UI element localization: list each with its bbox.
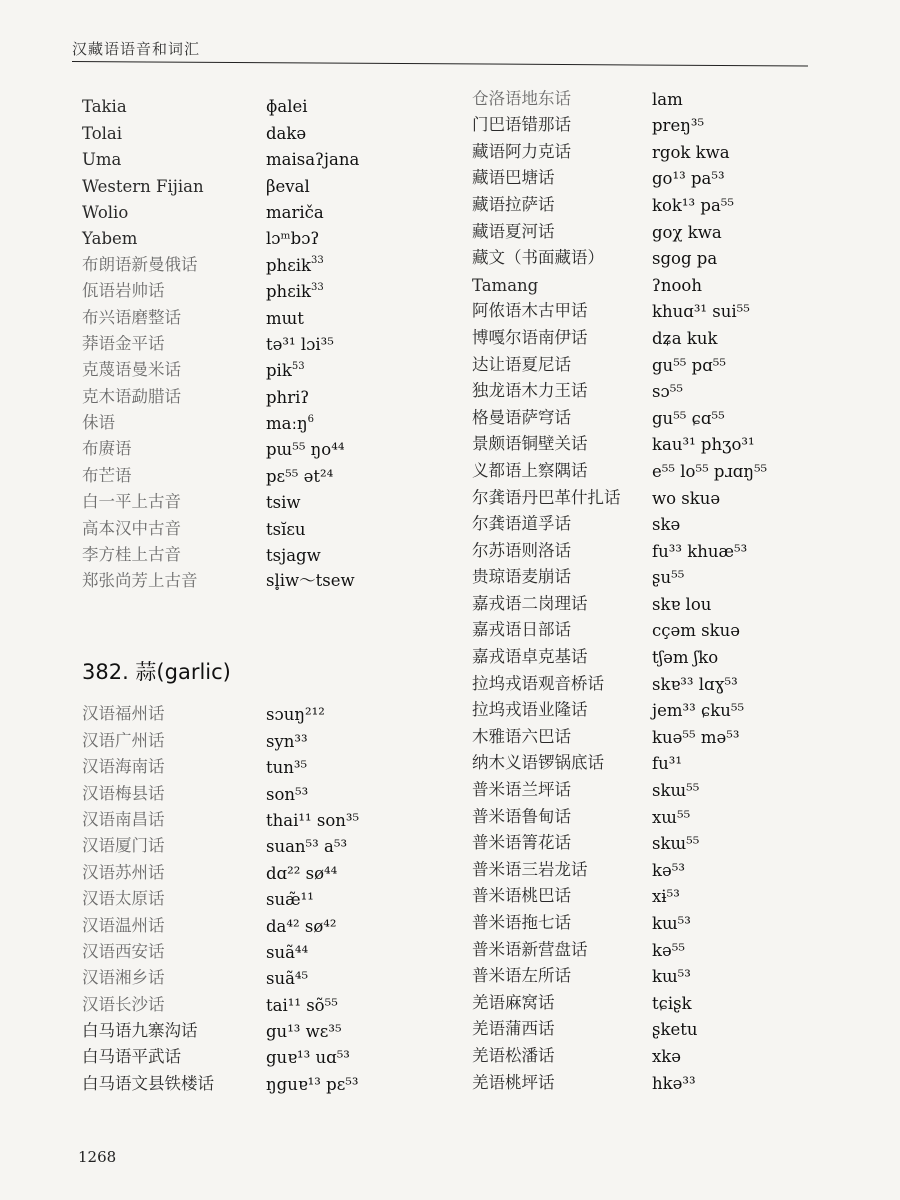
phonetic-form-text: kok¹³ pa⁵⁵ [652,195,735,215]
dialect-name: 尔苏语则洛话 [472,540,571,560]
phonetic-form-text: fu³³ khuæ⁵³ [652,541,748,561]
phonetic-form [652,754,682,773]
phonetic-form-text: lɔᵐbɔʔ [266,229,320,249]
dialect-name: 羌语麻窝话 [472,992,555,1012]
entry-row [82,830,442,856]
dialect-name: 克蔑语曼米话 [82,360,181,380]
entry-row [82,1015,442,1041]
dialect-name: 普米语三岩龙话 [472,859,588,879]
phonetic-form-text: hkə³³ [652,1073,696,1093]
dialect-name: 木雅语六巴话 [472,726,571,746]
dialect-name: 汉语湘乡话 [82,968,165,988]
phonetic-form-text: tsjagw [266,546,321,566]
entry-row [82,777,442,803]
phonetic-form [652,808,690,827]
phonetic-form-text: kɯ⁵³ [652,914,691,933]
entry-row [82,196,442,222]
phonetic-form [652,648,718,667]
dialect-name: 仓洛语地东话 [472,88,571,108]
dialect-name: 汉语福州话 [82,704,165,724]
phonetic-form [652,967,691,986]
tone-number: 33 [311,281,324,293]
phonetic-form [266,890,314,909]
entry-row [82,512,442,538]
phonetic-form-text: sgog pa [652,249,718,269]
dialect-name: 羌语蒲西话 [472,1019,555,1039]
phonetic-form-text: goχ kwa [652,222,722,242]
phonetic-form-text: preŋ³⁵ [652,116,705,136]
phonetic-form [652,728,740,747]
phonetic-form [266,758,307,777]
dialect-name: 佤语岩帅话 [82,281,165,301]
dialect-name: 白马语九寨沟话 [82,1021,198,1041]
phonetic-form-text: syn³³ [266,731,308,751]
dialect-name: 布芒语 [82,465,132,485]
phonetic-form [266,124,306,143]
dialect-name: 藏语阿力克话 [472,141,571,161]
phonetic-form [266,943,308,962]
dialect-name: 拉坞戎语业隆话 [472,700,588,720]
entry-row [82,380,442,406]
phonetic-form [266,1022,342,1041]
phonetic-form [266,1075,358,1094]
phonetic-form [652,382,683,401]
phonetic-form-text: gu⁵⁵ ɕɑ⁵⁵ [652,408,725,428]
dialect-name: Wolio [82,202,129,222]
phonetic-form [652,568,684,587]
phonetic-form-text: dɑ²² sø⁴⁴ [266,863,338,883]
phonetic-form [652,489,720,508]
phonetic-form [266,996,338,1015]
phonetic-form-text: maːŋ [266,414,308,434]
dialect-name: 布赓语 [82,439,132,459]
entry-row [472,614,872,641]
phonetic-form [266,256,324,275]
phonetic-form-text: suã⁴⁵ [266,969,309,989]
phonetic-form [266,546,321,565]
phonetic-form-text: guɐ¹³ uɑ⁵³ [266,1048,350,1068]
dialect-name: 藏语拉萨话 [472,194,555,214]
phonetic-form-text: phriʔ [266,387,310,407]
entry-row [82,143,442,169]
phonetic-form-text: tsĭɛu [266,519,306,539]
dialect-name: 佅语 [82,413,115,433]
dialect-name: 汉语南昌话 [82,809,165,829]
phonetic-form [652,914,691,933]
phonetic-form-text: tə³¹ lɔi³⁵ [266,334,334,354]
entry-row [472,375,872,402]
dialect-name: 独龙语木力王话 [472,381,588,401]
dialect-name: 普米语箐花话 [472,833,571,853]
phonetic-form-text: ʂketu [652,1020,698,1040]
phonetic-form-text: sɔuŋ²¹² [266,705,325,725]
phonetic-form-text: kə⁵⁵ [652,940,685,960]
phonetic-form [652,435,755,454]
phonetic-form-text: thai¹¹ son³⁵ [266,810,360,830]
phonetic-form [652,409,725,428]
phonetic-form [652,143,730,162]
dialect-name: 达让语夏尼话 [472,354,571,374]
phonetic-form-text: suæ̃¹¹ [266,890,314,910]
phonetic-form-text: skɐ³³ lɑɣ⁵³ [652,674,738,694]
phonetic-form-text: kɯ⁵³ [652,967,691,987]
dialect-name: 克木语勐腊话 [82,386,181,406]
phonetic-form [652,595,711,614]
phonetic-form [266,203,324,222]
dialect-name: 普米语拖七话 [472,913,571,932]
phonetic-form-text: kau³¹ phʒo³¹ [652,435,755,455]
phonetic-form-text: fu³¹ [652,754,682,774]
entry-row [472,1013,872,1040]
phonetic-form [266,150,359,169]
dialect-name: 郑张尚芳上古音 [82,571,198,591]
phonetic-form [652,329,718,348]
entry-row [472,906,872,933]
entry-row [82,1041,442,1067]
dialect-name: 汉语温州话 [82,915,165,935]
entry-row [82,962,442,988]
phonetic-form [266,493,301,512]
phonetic-form-text: xkə [652,1046,682,1066]
dialect-name: 白马语文县铁楼话 [82,1073,214,1093]
phonetic-form-text: xɨ⁵³ [652,887,680,907]
phonetic-form [266,440,344,459]
entry-row [82,222,442,248]
entry-row [82,486,442,512]
phonetic-form-text: lam [652,89,683,109]
phonetic-form [652,994,692,1013]
phonetic-form-text: jem³³ ɕku⁵⁵ [652,701,745,721]
phonetic-form [652,302,750,321]
phonetic-form [652,249,717,268]
phonetic-form [266,837,347,856]
entry-row [82,90,442,116]
phonetic-form-text: xɯ⁵⁵ [652,807,691,827]
entry-row [82,407,442,433]
entry-row [472,534,872,561]
phonetic-form [266,414,314,433]
left-column-garlic-list [82,698,442,1094]
phonetic-form [266,97,308,116]
entry-row [472,268,872,295]
header-rule [72,61,808,66]
phonetic-form [652,861,685,880]
phonetic-form-text: skɯ⁵⁵ [652,781,700,801]
entry-row [472,773,872,800]
phonetic-form [266,811,359,830]
entry-row [472,401,872,428]
dialect-name: Tamang [472,275,539,295]
entry-row [82,856,442,882]
entry-row [472,640,872,667]
dialect-name: 纳木义语锣锅底话 [472,753,604,773]
right-column-garlic-list [472,82,872,1093]
dialect-name: 拉坞戎语观音桥话 [472,673,604,693]
dialect-name: 门巴语错那话 [472,115,571,135]
entry-row [472,295,872,322]
entry-row [82,328,442,354]
phonetic-form [652,1047,681,1066]
entry-row [82,539,442,565]
entry-row [82,751,442,777]
dialect-name: 嘉戎语日部话 [472,620,571,640]
entry-row [82,248,442,274]
entry-row [472,960,872,987]
dialect-name: 布朗语新曼俄话 [82,254,198,274]
dialect-name: Uma [82,150,122,170]
entry-row [82,724,442,750]
phonetic-form [652,196,734,215]
tone-number: 6 [307,413,315,425]
phonetic-form [652,1020,698,1039]
entry-row [82,936,442,962]
dialect-name: 格曼语萨穹话 [472,407,571,427]
phonetic-form [266,917,337,936]
phonetic-form-text: sl̥iw～tsew [266,571,355,591]
dialect-name: 贵琼语麦崩话 [472,567,571,587]
entry-row [472,747,872,774]
phonetic-form [266,567,355,591]
tone-number: 53 [291,360,305,372]
dialect-name: Tolai [82,123,123,143]
entry-row [82,301,442,327]
dialect-name: 普米语左所话 [472,966,571,986]
phonetic-form-text: skɐ lou [652,594,712,614]
phonetic-form [266,282,324,301]
entry-row [472,800,872,827]
phonetic-form-text: ʂu⁵⁵ [652,568,685,588]
phonetic-form [266,229,319,248]
entry-row [472,827,872,854]
phonetic-form [652,169,725,188]
phonetic-form-text: pɯ⁵⁵ ŋo⁴⁴ [266,440,345,460]
phonetic-form-text: βeval [266,176,310,196]
section-title: 382. 蒜(garlic) [82,660,231,684]
phonetic-form-text: mariča [266,202,324,222]
dialect-name: 汉语苏州话 [82,862,165,882]
phonetic-form-text: tun³⁵ [266,758,308,778]
entry-row [472,242,872,269]
dialect-name: 博嘎尔语南伊话 [472,327,588,347]
phonetic-form [266,388,309,407]
entry-row [82,116,442,142]
entry-row [472,321,872,348]
dialect-name: 阿侬语木古甲话 [472,301,588,321]
phonetic-form-text: tʃəm ʃko [652,648,719,668]
phonetic-form [266,309,304,328]
dialect-name: 白马语平武话 [82,1047,181,1067]
phonetic-form-text: dʑa kuk [652,328,718,348]
entry-row [472,587,872,614]
dialect-name: 李方桂上古音 [82,545,181,565]
phonetic-form-text: skə [652,515,681,535]
phonetic-form-text: e⁵⁵ lo⁵⁵ pɹɑŋ⁵⁵ [652,461,768,481]
dialect-name: 汉语西安话 [82,941,165,961]
phonetic-form [652,276,702,295]
phonetic-form [652,462,767,481]
entry-row [472,82,872,109]
dialect-name: 嘉戎语二岗理话 [472,593,588,613]
entry-row [472,215,872,242]
phonetic-form [266,335,334,354]
phonetic-form [266,520,306,539]
dialect-name: 藏语夏河话 [472,221,555,241]
entry-row [82,698,442,724]
phonetic-form [266,1048,350,1067]
phonetic-form [652,90,683,109]
entry-row [472,188,872,215]
dialect-name: 义都语上察隅话 [472,460,588,480]
phonetic-form-text: da⁴² sø⁴² [266,916,337,936]
entry-row [472,1039,872,1066]
dialect-name: 汉语海南话 [82,757,165,777]
dialect-name: 汉语厦门话 [82,836,165,856]
dialect-name: 普米语桃巴话 [472,886,571,906]
entry-row [472,561,872,588]
entry-row [82,169,442,195]
dialect-name: 汉语广州话 [82,730,165,750]
phonetic-form [652,116,704,135]
phonetic-form-text: khuɑ³¹ sui⁵⁵ [652,302,750,322]
phonetic-form-text: suan⁵³ a⁵³ [266,837,348,857]
entry-row [82,1067,442,1093]
phonetic-form [266,361,305,380]
dialect-name: 藏文（书面藏语） [472,248,604,268]
phonetic-form-text: maisaʔjana [266,150,360,170]
entry-row [472,135,872,162]
dialect-name: 尔龚语道孚话 [472,514,571,534]
dialect-name: 尔龚语丹巴革什扎话 [472,487,621,507]
phonetic-form-text: tsiw [266,493,301,513]
phonetic-form-text: sɔ⁵⁵ [652,382,683,402]
phonetic-form [266,785,308,804]
phonetic-form-text: ɸalei [266,97,308,117]
dialect-name: 高本汉中古音 [82,518,181,538]
phonetic-form-text: rgok kwa [652,142,730,162]
entry-row [82,275,442,301]
entry-row [472,720,872,747]
phonetic-form-text: son⁵³ [266,784,309,804]
phonetic-form-text: mɯt [266,308,304,328]
phonetic-form [266,467,333,486]
phonetic-form-text: skɯ⁵⁵ [652,834,700,854]
phonetic-form [652,515,680,534]
entry-row [472,853,872,880]
phonetic-form [266,705,325,724]
entry-row [472,986,872,1013]
phonetic-form-text: suã⁴⁴ [266,942,309,962]
entry-row [472,508,872,535]
dialect-name: Western Fijian [82,176,204,196]
phonetic-form [652,701,744,720]
page-number: 1268 [78,1148,117,1166]
phonetic-form [652,887,680,906]
entry-row [472,454,872,481]
entry-row [472,348,872,375]
phonetic-form [266,969,308,988]
phonetic-form-text: phɛik [266,255,312,275]
dialect-name: 普米语兰坪话 [472,780,571,800]
phonetic-form-text: phɛik [266,282,312,302]
entry-row [472,880,872,907]
dialect-name: 普米语新营盘话 [472,939,588,959]
phonetic-form [652,356,726,375]
phonetic-form-text: pɛ⁵⁵ ət²⁴ [266,466,334,486]
phonetic-form [652,542,747,561]
dialect-name: 景颇语铜壁关话 [472,434,588,454]
running-header: 汉藏语语音和词汇 [72,40,201,58]
phonetic-form-text: tai¹¹ sõ⁵⁵ [266,995,338,1015]
entry-row [82,883,442,909]
phonetic-form-text: pik [266,361,292,381]
entry-row [82,354,442,380]
phonetic-form-text: wo skuə [652,488,721,508]
dialect-name: 汉语梅县话 [82,783,165,803]
dialect-name: 羌语桃坪话 [472,1072,555,1092]
phonetic-form-text: ŋguɐ¹³ pɛ⁵³ [266,1074,359,1094]
dialect-name: Yabem [82,229,138,249]
phonetic-form [652,621,740,640]
dialect-name: 白一平上古音 [82,492,181,512]
phonetic-form-text: tɕiʂk [652,993,692,1013]
dialect-name: 普米语鲁甸话 [472,806,571,826]
phonetic-form-text: cçəm skuə [652,621,740,641]
entry-row [472,428,872,455]
entry-row [472,481,872,508]
entry-row [82,988,442,1014]
entry-row [472,109,872,136]
phonetic-form-text: ʔnooh [652,275,702,295]
dialect-name: 羌语松潘话 [472,1045,555,1065]
dialect-name: 汉语太原话 [82,889,165,909]
entry-row [472,162,872,189]
left-column-top-list [82,90,442,591]
entry-row [472,667,872,694]
entry-row [82,804,442,830]
entry-row [472,1066,872,1093]
phonetic-form-text: dakə [266,123,307,143]
dialect-name: 汉语长沙话 [82,994,165,1014]
phonetic-form [652,223,722,242]
dialect-name: Takia [82,97,127,117]
entry-row [82,909,442,935]
entry-row [82,459,442,485]
entry-row [472,933,872,960]
phonetic-form [266,864,337,883]
phonetic-form-text: gu⁵⁵ pɑ⁵⁵ [652,355,727,375]
phonetic-form [652,781,699,800]
dialect-name: 藏语巴塘话 [472,168,555,188]
phonetic-form [652,1074,696,1093]
entry-row [472,694,872,721]
phonetic-form [266,177,310,196]
dialect-name: 嘉戎语卓克基话 [472,647,588,667]
phonetic-form [652,675,738,694]
phonetic-form [266,732,308,751]
phonetic-form-text: gu¹³ wɛ³⁵ [266,1022,342,1042]
entry-row [82,433,442,459]
phonetic-form [652,941,685,960]
phonetic-form-text: kə⁵³ [652,860,685,880]
phonetic-form [652,834,699,853]
dialect-name: 布兴语磨整话 [82,307,181,327]
phonetic-form-text: go¹³ pa⁵³ [652,169,725,189]
phonetic-form-text: kuə⁵⁵ mə⁵³ [652,727,740,747]
entry-row [82,565,442,591]
dialect-name: 莽语金平话 [82,333,165,353]
tone-number: 33 [311,255,324,267]
